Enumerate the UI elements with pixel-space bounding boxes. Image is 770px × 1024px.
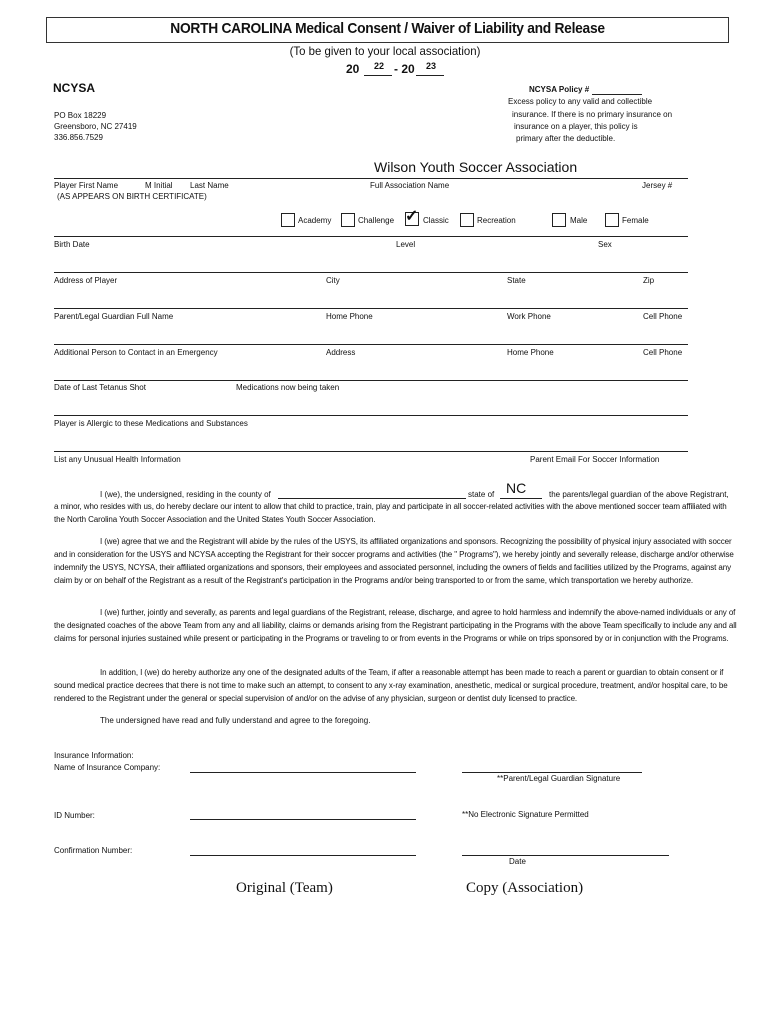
org-address1: PO Box 18229 <box>54 111 107 120</box>
season-year-start[interactable]: 22 <box>373 61 384 71</box>
org-address2: Greensboro, NC 27419 <box>54 122 137 131</box>
org-name: NCYSA <box>53 81 96 95</box>
recreation-label: Recreation <box>477 216 516 225</box>
label-zip: Zip <box>643 276 655 285</box>
label-parent-email: Parent Email For Soccer Information <box>530 455 660 464</box>
waiver-p1-b: state of <box>468 490 495 499</box>
waiver-p4: In addition, I (we) do hereby authorize any one of the designated adults of the Team, if after a reasonable attempt has been made to reach a parent or guardian to obtain consent or if sound medical practice decrees that there is not time to make such an attempt, to consent to any x-ray examination, anesthetic, medical or surgical procedure, treatment, and/or hospital care, to be rendered to the Registrant under the general or special supervision of and/or on the advise of any physician, surgeon or dentist duly licensed to practice. <box>54 668 728 703</box>
label-cell-phone-2: Cell Phone <box>643 348 683 357</box>
date-line[interactable] <box>462 855 669 856</box>
waiver-p5: The undersigned have read and fully understand and agree to the foregoing. <box>100 716 371 725</box>
policy-line-1: Excess policy to any valid and collectible <box>508 97 653 106</box>
male-label: Male <box>570 216 588 225</box>
footer-original: Original (Team) <box>236 880 333 896</box>
label-id-number: ID Number: <box>54 811 95 820</box>
label-m-initial: M Initial <box>145 181 173 190</box>
policy-label: NCYSA Policy # <box>529 85 590 94</box>
label-guardian-signature: **Parent/Legal Guardian Signature <box>497 774 621 783</box>
page-title: NORTH CAROLINA Medical Consent / Waiver of Liability and Release <box>170 20 605 37</box>
waiver-p3: I (we) further, jointly and severally, as parents and legal guardians of the Registrant, release, discharge, and agree to hold harmless and indemnify the above-named individuals or any of the designated coaches of the above Team from any and all liability, claims or demands arising from the Registrant participating in the Programs with the above Team specifically to include any and all claims for personal injuries sustained while present or participating in the Programs or traveling to or from events in the Programs or while on trips sponsored by or in conjunction with the Programs. <box>54 608 737 643</box>
recreation-checkbox[interactable] <box>460 213 474 227</box>
challenge-label: Challenge <box>358 216 395 225</box>
label-full-association: Full Association Name <box>370 181 450 190</box>
academy-checkbox[interactable] <box>281 213 295 227</box>
subtitle: (To be given to your local association) <box>289 44 481 58</box>
label-allergic: Player is Allergic to these Medications and Substances <box>54 419 248 428</box>
waiver-p1-d: a minor, who resides with us, do hereby declare our intent to allow that child to practice, train, play and participate in all soccer-related activities with the above mentioned soccer team affiliated with the North Carolina Youth Soccer Association and the United States Youth Soccer Association. <box>54 502 727 524</box>
label-insurance-company: Name of Insurance Company: <box>54 763 161 772</box>
academy-label: Academy <box>298 216 332 225</box>
label-cell-phone: Cell Phone <box>643 312 683 321</box>
label-confirmation: Confirmation Number: <box>54 846 133 855</box>
season-prefix: 20 <box>346 62 360 76</box>
label-sex: Sex <box>598 240 612 249</box>
label-home-phone-2: Home Phone <box>507 348 554 357</box>
label-date: Date <box>509 857 526 866</box>
waiver-p1-a: I (we), the undersigned, residing in the county of <box>100 490 271 499</box>
label-last-name: Last Name <box>190 181 229 190</box>
insurance-company-line[interactable] <box>190 772 416 773</box>
female-checkbox[interactable] <box>605 213 619 227</box>
id-number-line[interactable] <box>190 819 416 820</box>
label-no-electronic: **No Electronic Signature Permitted <box>462 810 589 819</box>
label-level: Level <box>396 240 416 249</box>
label-home-phone: Home Phone <box>326 312 373 321</box>
label-address-player: Address of Player <box>54 276 118 285</box>
challenge-checkbox[interactable] <box>341 213 355 227</box>
label-health-info: List any Unusual Health Information <box>54 455 181 464</box>
label-jersey: Jersey # <box>642 181 673 190</box>
label-medications: Medications now being taken <box>236 383 340 392</box>
label-player-first: Player First Name <box>54 181 119 190</box>
policy-line-3: insurance on a player, this policy is <box>514 122 638 131</box>
season-sep: - 20 <box>394 62 415 76</box>
label-address: Address <box>326 348 356 357</box>
confirmation-line[interactable] <box>190 855 416 856</box>
policy-line-4: primary after the deductible. <box>516 134 616 143</box>
label-state: State <box>507 276 526 285</box>
label-birth-certificate: (AS APPEARS ON BIRTH CERTIFICATE) <box>57 192 207 201</box>
waiver-p2: I (we) agree that we and the Registrant will abide by the rules of the USYS, its affiliated organizations and sponsors. Recognizing the possibility of physical injury associated with soccer and in consideration for the USYS and NCYSA accepting the Registrant for their soccer programs and activities (the " Programs"), we hereby jointly and severally release, discharge and/or otherwise indemnify the USYS, NCYSA, their affiliated organizations and sponsors, their employees and associated personnel, including the owners of fields and facilities utilized by the Programs, against any claim by or on behalf of the Registrant as a result of the Registrant's participation in the Programs and/or being transported to or from the same, which transportation we hereby authorize. <box>54 537 734 585</box>
waiver-p1-c: the parents/legal guardian of the above Registrant, <box>549 490 729 499</box>
female-label: Female <box>622 216 649 225</box>
label-tetanus: Date of Last Tetanus Shot <box>54 383 146 392</box>
org-phone: 336.856.7529 <box>54 133 103 142</box>
association-name-value[interactable]: Wilson Youth Soccer Association <box>374 159 578 175</box>
label-insurance-info: Insurance Information: <box>54 751 134 760</box>
male-checkbox[interactable] <box>552 213 566 227</box>
guardian-signature-line[interactable] <box>462 772 642 773</box>
state-value[interactable]: NC <box>506 480 527 496</box>
classic-check-icon: ✓ <box>405 208 419 225</box>
label-guardian-name: Parent/Legal Guardian Full Name <box>54 312 174 321</box>
label-emergency-contact: Additional Person to Contact in an Emergency <box>54 348 218 357</box>
footer-copy: Copy (Association) <box>466 880 584 896</box>
policy-line-2: insurance. If there is no primary insurance on <box>512 110 673 119</box>
label-city: City <box>326 276 340 285</box>
label-birth-date: Birth Date <box>54 240 90 249</box>
label-work-phone: Work Phone <box>507 312 551 321</box>
season-year-end[interactable]: 23 <box>425 61 436 71</box>
classic-label: Classic <box>423 216 449 225</box>
